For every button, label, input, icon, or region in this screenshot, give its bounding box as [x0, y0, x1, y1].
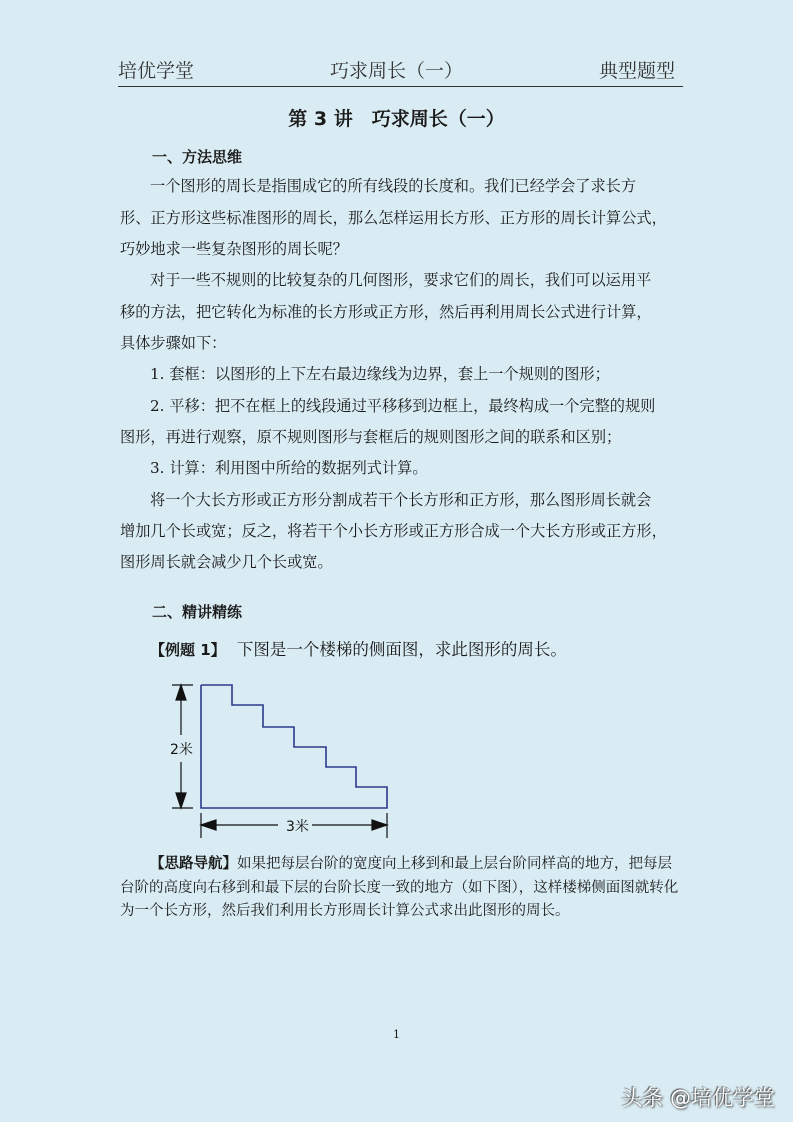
step-2-cont: 图形，再进行观察，原不规则图形与套框后的规则图形之间的联系和区别； — [120, 428, 622, 446]
hint-paragraph — [120, 853, 685, 924]
para2-line1: 对于一些不规则的比较复杂的几何图形，要求它们的周长，我们可以运用平 — [150, 271, 652, 289]
para1-line2: 形、正方形这些标准图形的周长，那么怎样运用长方形、正方形的周长计算公式， — [120, 209, 667, 227]
step-2: 2. 平移：把不在框上的线段通过平移移到边框上，最终构成一个完整的规则 — [150, 397, 656, 415]
staircase-outline — [201, 685, 387, 808]
para1-line1: 一个图形的周长是指围成它的所有线段的长度和。我们已经学会了求长方 — [150, 177, 636, 195]
para3-line2: 增加几个长或宽；反之，将若干个小长方形或正方形合成一个大长方形或正方形， — [120, 522, 667, 540]
example-text: 下图是一个楼梯的侧面图，求此图形的周长。 — [236, 640, 567, 659]
para2-line2: 移的方法，把它转化为标准的长方形或正方形，然后再利用周长公式进行计算， — [120, 303, 652, 321]
step-3: 3. 计算：利用图中所给的数据列式计算。 — [150, 459, 428, 477]
staircase-figure — [160, 670, 410, 840]
hint-text: 如果把每层台阶的宽度向上移到和最上层台阶同样高的地方，把每层台阶的高度向右移到和最下层的台阶长度一致的地方（如下图），这样楼梯侧面图就转化为一个长方形，然后我们利用长方形周长计算公式求出此图形的周长。 — [120, 856, 679, 919]
height-label: 2米 — [170, 742, 193, 758]
para3-line1: 将一个大长方形或正方形分割成若干个长方形和正方形，那么图形周长就会 — [150, 491, 652, 509]
section-heading-practice: 二、精讲精练 — [152, 603, 243, 621]
example-1 — [150, 636, 567, 660]
para3-line3: 图形周长就会减少几个长或宽。 — [120, 553, 333, 571]
watermark: 头条 @培优学堂 — [621, 1086, 775, 1110]
header-right: 典型题型 — [598, 60, 675, 82]
para2-line3: 具体步骤如下： — [120, 334, 227, 352]
header-divider — [118, 86, 683, 87]
example-label: 【例题 1】 — [150, 641, 226, 659]
header-left: 培优学堂 — [118, 60, 195, 82]
header-center: 巧求周长（一） — [329, 60, 463, 82]
step-1: 1. 套框：以图形的上下左右最边缘线为边界，套上一个规则的图形； — [150, 365, 610, 383]
width-label: 3米 — [286, 819, 309, 835]
hint-label: 【思路导航】 — [150, 856, 237, 872]
page-title: 第 3 讲 巧求周长（一） — [288, 108, 505, 130]
page-number: 1 — [393, 1028, 400, 1041]
section-heading-method: 一、方法思维 — [152, 148, 243, 166]
para1-line3: 巧妙地求一些复杂图形的周长呢？ — [120, 240, 348, 258]
